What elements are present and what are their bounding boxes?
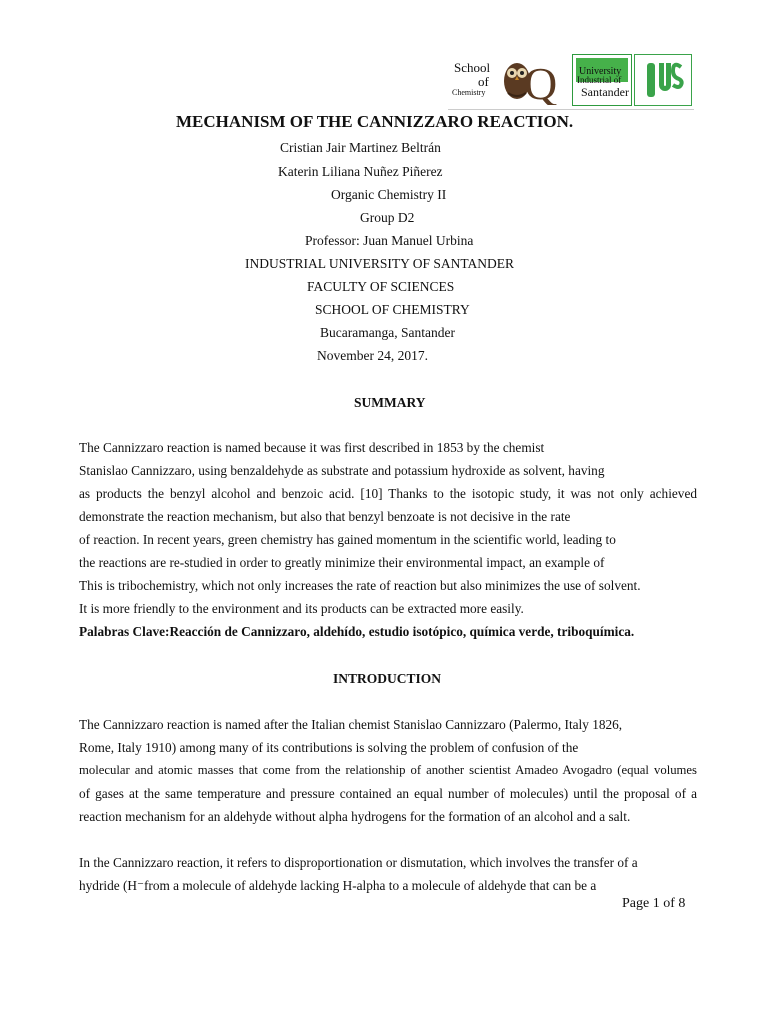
header-logos (448, 50, 694, 110)
author-2: Katerin Liliana Nuñez Piñerez (278, 164, 443, 179)
document-date: November 24, 2017. (317, 348, 428, 363)
document-title: MECHANISM OF THE CANNIZZARO REACTION. (176, 112, 574, 131)
summary-line: the reactions are re-studied in order to greatly minimize their environmental impact, an example of (79, 555, 605, 570)
school-logo-text-3: Chemistry (452, 88, 486, 97)
intro-line: In the Cannizzaro reaction, it refers to disproportionation or dismutation, which involves the transfer of a (79, 855, 638, 870)
school-logo-text-2: of (478, 74, 489, 89)
group-name: Group D2 (360, 210, 415, 225)
intro-line: The Cannizzaro reaction is named after the Italian chemist Stanislao Cannizzaro (Palermo, Italy 1826, (79, 717, 623, 732)
summary-line: This is tribochemistry, which not only increases the rate of reaction but also minimizes the use of solvent. (79, 578, 641, 593)
professor-name: Professor: Juan Manuel Urbina (305, 233, 474, 248)
summary-line: demonstrate the reaction mechanism, but also that benzyl benzoate is not decisive in the rate (79, 509, 571, 524)
intro-line: reaction mechanism for an aldehyde without alpha hydrogens for the formation of an alcohol and a salt. (79, 809, 631, 824)
university-logo-text-1: University (579, 66, 622, 77)
summary-heading: SUMMARY (354, 395, 426, 410)
summary-line: It is more friendly to the environment and its products can be extracted more easily. (79, 601, 524, 616)
author-1: Cristian Jair Martinez Beltrán (280, 140, 441, 155)
intro-line: molecular and atomic masses that come from the relationship of another scientist Amadeo Avogadro (equal volumes (79, 763, 697, 777)
uis-emblem-logo (634, 54, 692, 106)
university-logo-text-2: Industrial of (577, 75, 622, 85)
page-number: Page 1 of 8 (622, 896, 686, 911)
intro-line: of gases at the same temperature and pressure contained an equal number of molecules) until the proposal of a (79, 786, 697, 801)
intro-line: Rome, Italy 1910) among many of its contributions is solving the problem of confusion of the (79, 740, 579, 755)
summary-line: Stanislao Cannizzaro, using benzaldehyde as substrate and potassium hydroxide as solvent, having (79, 463, 605, 478)
owl-q-logo (500, 55, 562, 105)
faculty-name: FACULTY OF SCIENCES (307, 279, 455, 294)
summary-line: The Cannizzaro reaction is named because it was first described in 1853 by the chemist (79, 440, 545, 455)
university-name: INDUSTRIAL UNIVERSITY OF SANTANDER (245, 256, 515, 271)
city-name: Bucaramanga, Santander (320, 325, 455, 340)
summary-line: as products the benzyl alcohol and benzoic acid. [10] Thanks to the isotopic study, it was not only achieved (79, 486, 697, 501)
university-logo-box (572, 54, 632, 106)
summary-line: of reaction. In recent years, green chemistry has gained momentum in the scientific world, leading to (79, 532, 616, 547)
school-name: SCHOOL OF CHEMISTRY (315, 302, 470, 317)
keywords-line: Palabras Clave:Reacción de Cannizzaro, aldehído, estudio isotópico, química verde, triboquímica. (79, 624, 635, 639)
introduction-heading: INTRODUCTION (333, 671, 442, 686)
university-logo-text-3: Santander (581, 85, 629, 99)
intro-line: hydride (H⁻from a molecule of aldehyde lacking H-alpha to a molecule of aldehyde that can be a (79, 878, 597, 893)
svg-text:Q: Q (524, 58, 558, 105)
course-name: Organic Chemistry II (331, 187, 447, 202)
school-logo-text-1: School (454, 60, 491, 75)
